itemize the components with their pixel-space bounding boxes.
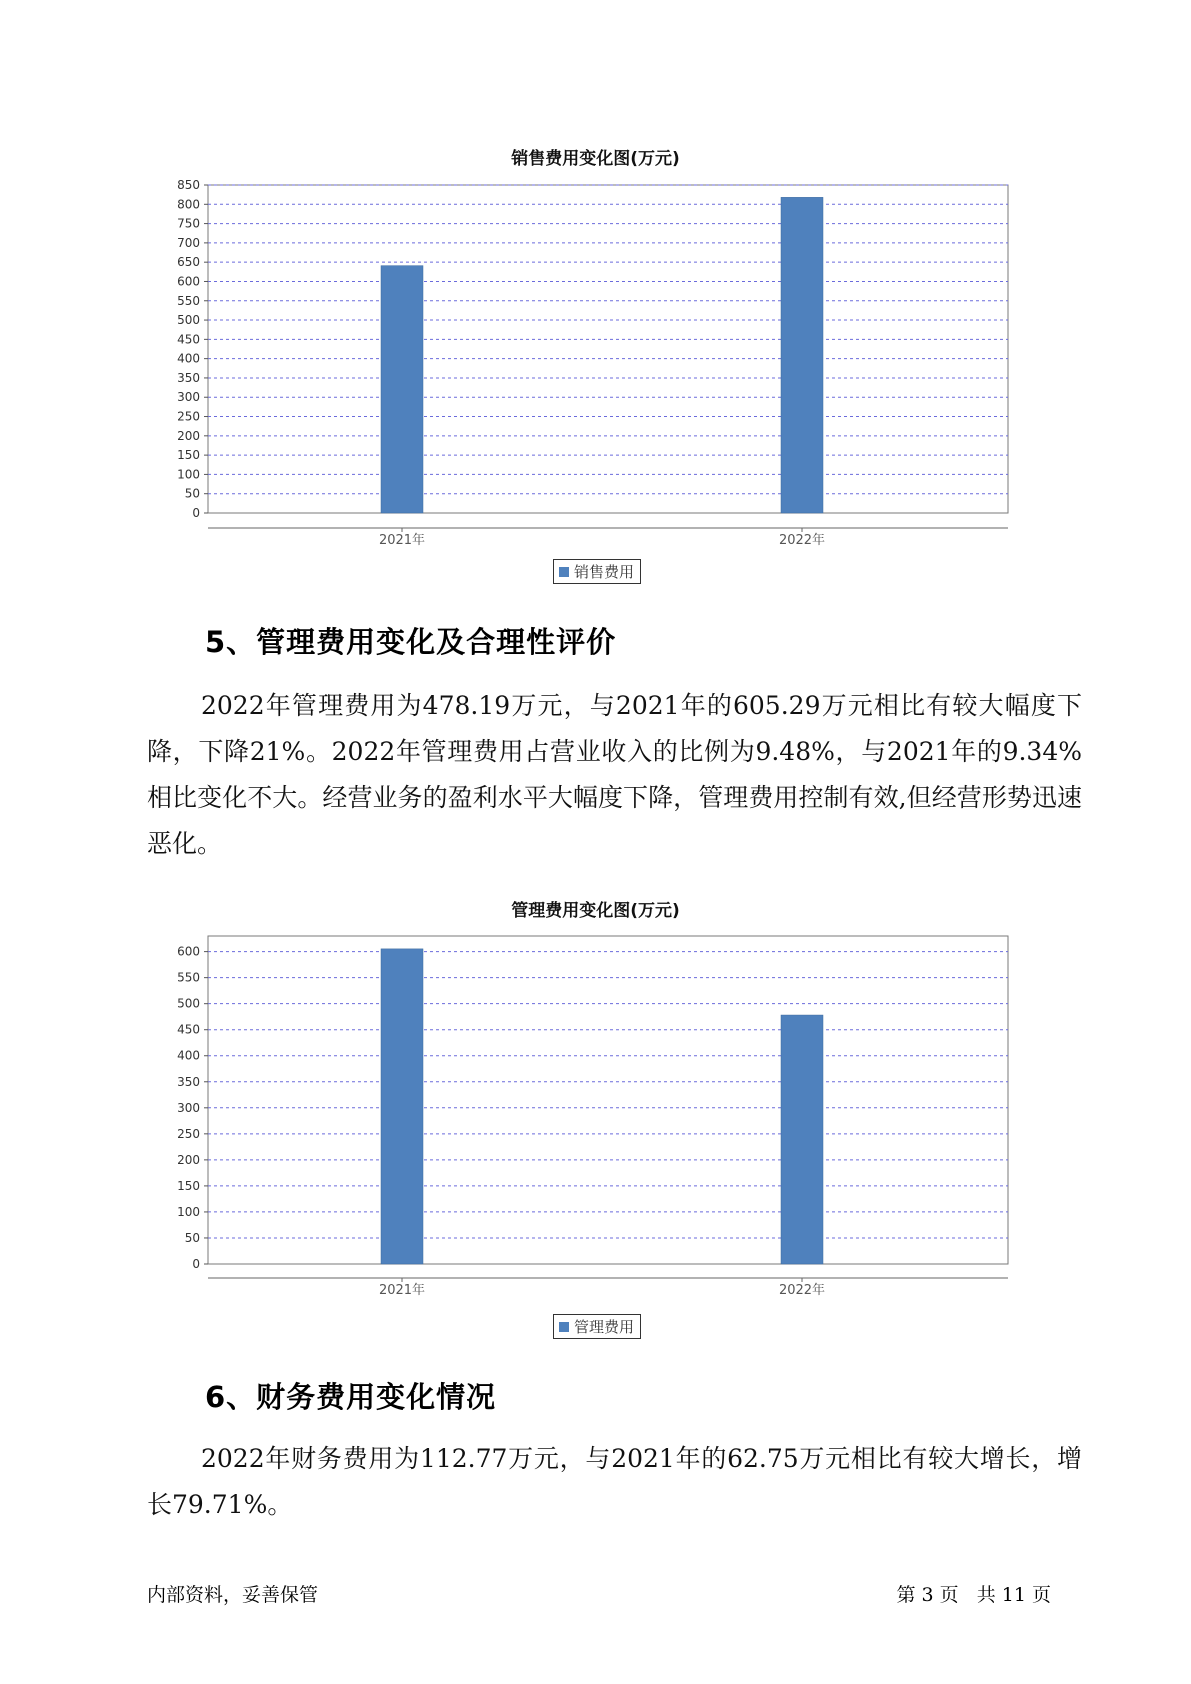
- y-tick-label: 400: [177, 1048, 200, 1063]
- section-paragraph-6: 2022年财务费用为112.77万元，与2021年的62.75万元相比有较大增长，增长79.71%。: [147, 1444, 1082, 1519]
- section-heading-5: 5、管理费用变化及合理性评价: [205, 625, 617, 659]
- x-tick-label: 2021年: [378, 1283, 426, 1298]
- y-tick-label: 600: [177, 944, 200, 959]
- x-tick-label: 2021年: [378, 533, 426, 548]
- legend-swatch-icon: [559, 567, 569, 577]
- y-tick-label: 850: [177, 178, 200, 192]
- x-tick-label: 2022年: [778, 533, 826, 548]
- y-tick-label: 600: [177, 274, 200, 289]
- y-tick-label: 50: [184, 486, 200, 501]
- chart-legend-sales: [553, 559, 641, 584]
- footer-page-number: 第 3 页 共 11 页: [896, 1584, 1051, 1606]
- chart-legend-admin: [553, 1314, 641, 1339]
- y-tick-label: 300: [177, 390, 200, 405]
- y-tick-label: 500: [177, 996, 200, 1011]
- y-tick-label: 550: [177, 293, 200, 308]
- y-tick-label: 650: [177, 255, 200, 270]
- y-tick-label: 250: [177, 409, 200, 424]
- bar-1: [781, 1015, 823, 1264]
- plot-area: [208, 936, 1008, 1264]
- y-tick-label: 50: [184, 1230, 200, 1245]
- chart-title-admin: 管理费用变化图(万元): [511, 901, 680, 921]
- y-tick-label: 0: [192, 1257, 200, 1271]
- section-paragraph-5: 2022年管理费用为478.19万元，与2021年的605.29万元相比有较大幅度下降，下降21%。2022年管理费用占营业收入的比例为9.48%，与2021年的9.34%相比变化不大。经营业务的盈利水平大幅度下降，管理费用控制有效,但经营形势迅速恶化。: [147, 691, 1082, 858]
- y-tick-label: 350: [177, 1074, 200, 1089]
- x-tick-label: 2022年: [778, 1283, 826, 1298]
- legend-swatch-icon: [559, 1322, 569, 1332]
- legend-label: 销售费用: [574, 563, 635, 581]
- bar-0: [381, 266, 423, 513]
- y-tick-label: 100: [177, 467, 200, 482]
- y-tick-label: 0: [192, 506, 200, 520]
- y-tick-label: 300: [177, 1100, 200, 1115]
- plot-area: [208, 185, 1008, 513]
- y-tick-label: 550: [177, 970, 200, 985]
- y-tick-label: 500: [177, 313, 200, 328]
- y-tick-label: 750: [177, 216, 200, 231]
- bar-0: [381, 949, 423, 1264]
- y-tick-label: 700: [177, 235, 200, 250]
- section-heading-6: 6、财务费用变化情况: [205, 1380, 497, 1414]
- y-tick-label: 150: [177, 448, 200, 463]
- y-tick-label: 800: [177, 197, 200, 212]
- chart-title-sales: 销售费用变化图(万元): [511, 149, 680, 169]
- y-tick-label: 350: [177, 370, 200, 385]
- y-tick-label: 150: [177, 1178, 200, 1193]
- y-tick-label: 100: [177, 1204, 200, 1219]
- sales-expense-chart: [0, 170, 1191, 550]
- admin-expense-chart: [0, 930, 1191, 1310]
- y-tick-label: 200: [177, 428, 200, 443]
- y-tick-label: 400: [177, 351, 200, 366]
- y-tick-label: 450: [177, 332, 200, 347]
- footer-confidential-note: 内部资料，妥善保管: [147, 1584, 319, 1606]
- y-tick-label: 200: [177, 1152, 200, 1167]
- y-tick-label: 250: [177, 1126, 200, 1141]
- bar-1: [781, 197, 823, 513]
- y-tick-label: 450: [177, 1022, 200, 1037]
- legend-label: 管理费用: [574, 1318, 635, 1336]
